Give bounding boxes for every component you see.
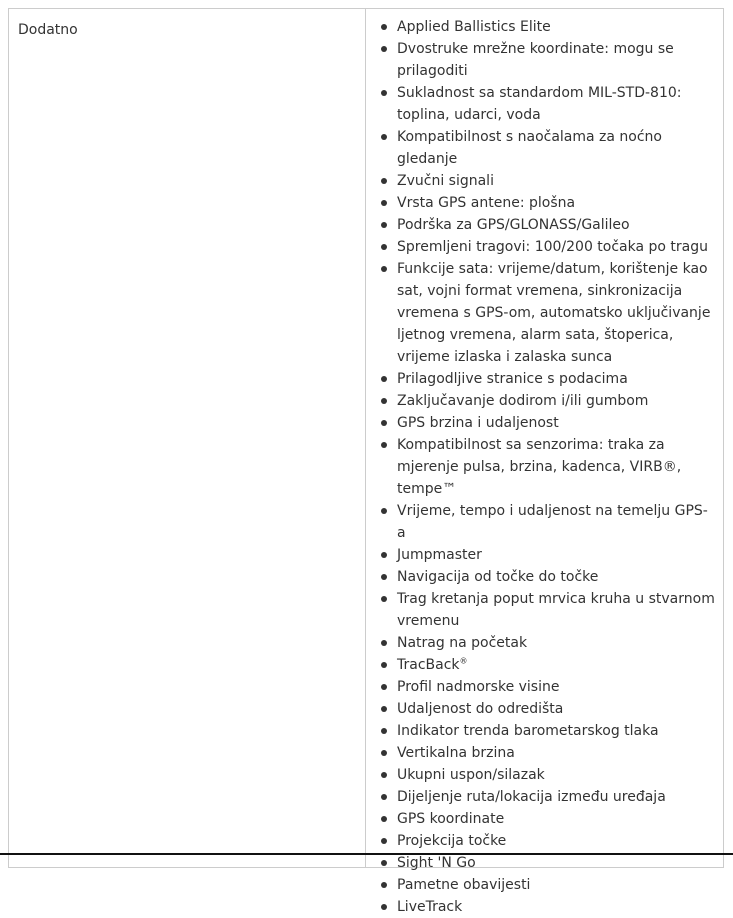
feature-list-item [377,500,715,544]
feature-list-item [377,896,715,918]
feature-text: Ukupni uspon/silazak [397,767,545,783]
feature-text: TracBack [397,657,460,673]
feature-text: Vrijeme, tempo i udaljenost na temelju GPS-a [397,503,708,541]
feature-list [377,16,715,918]
feature-text: Sukladnost sa standardom MIL-STD-810: toplina, udarci, voda [397,85,682,123]
feature-list-item [377,830,715,852]
feature-text: Zaključavanje dodirom i/ili gumbom [397,393,649,409]
feature-list-item [377,720,715,742]
feature-text: Vrsta GPS antene: plošna [397,195,576,211]
feature-list-item [377,676,715,698]
feature-text: Pametne obavijesti [397,877,531,893]
spec-label: Dodatno [18,22,78,38]
feature-list-item [377,852,715,874]
feature-text: GPS brzina i udaljenost [397,415,559,431]
feature-list-item [377,258,715,368]
feature-list-item [377,764,715,786]
feature-text: Dijeljenje ruta/lokacija između uređaja [397,789,666,805]
feature-text: Kompatibilnost sa senzorima: traka za mjerenje pulsa, brzina, kadenca, VIRB®, tempe™ [397,437,682,497]
feature-list-item [377,214,715,236]
feature-text: Kompatibilnost s naočalama za noćno gledanje [397,129,662,167]
feature-text: Prilagodljive stranice s podacima [397,371,628,387]
feature-text: Vertikalna brzina [397,745,515,761]
feature-list-item [377,434,715,500]
feature-text: Profil nadmorske visine [397,679,560,695]
feature-list-item [377,698,715,720]
feature-list-item [377,632,715,654]
bottom-divider [0,853,733,855]
feature-list-item [377,742,715,764]
feature-text: GPS koordinate [397,811,505,827]
feature-text: Natrag na početak [397,635,528,651]
feature-list-item [377,654,715,676]
feature-list-item [377,566,715,588]
feature-text: Podrška za GPS/GLONASS/Galileo [397,217,630,233]
feature-list-item [377,588,715,632]
feature-list-item [377,412,715,434]
feature-text: LiveTrack [397,899,463,915]
feature-list-item [377,192,715,214]
feature-list-item [377,544,715,566]
feature-text: Dvostruke mrežne koordinate: mogu se prilagoditi [397,41,674,79]
feature-text: Applied Ballistics Elite [397,19,551,35]
feature-list-item [377,126,715,170]
feature-text: Zvučni signali [397,173,494,189]
trademark-mark: ® [459,656,468,666]
feature-text: Sight 'N Go [397,855,476,871]
feature-text: Indikator trenda barometarskog tlaka [397,723,659,739]
feature-list-item [377,874,715,896]
spec-label-cell [9,9,366,867]
feature-text: Funkcije sata: vrijeme/datum, korištenje kao sat, vojni format vremena, sinkronizacija vremena s GPS-om, automatsko uključivanje ljetnog vremena, alarm sata, štoperica, vrijeme izlaska i zalaska sunca [397,261,711,365]
feature-list-item [377,82,715,126]
feature-text: Navigacija od točke do točke [397,569,599,585]
feature-list-item [377,236,715,258]
spec-table [8,8,724,915]
feature-text: Jumpmaster [397,547,482,563]
feature-list-item [377,368,715,390]
feature-list-item [377,808,715,830]
feature-list-item [377,38,715,82]
feature-text: Udaljenost do odredišta [397,701,564,717]
feature-text: Projekcija točke [397,833,507,849]
spec-value-cell [366,9,723,915]
feature-list-item [377,16,715,38]
feature-text: Trag kretanja poput mrvica kruha u stvarnom vremenu [397,591,715,629]
feature-list-item [377,170,715,192]
feature-list-item [377,786,715,808]
feature-list-item [377,390,715,412]
feature-text: Spremljeni tragovi: 100/200 točaka po tragu [397,239,709,255]
